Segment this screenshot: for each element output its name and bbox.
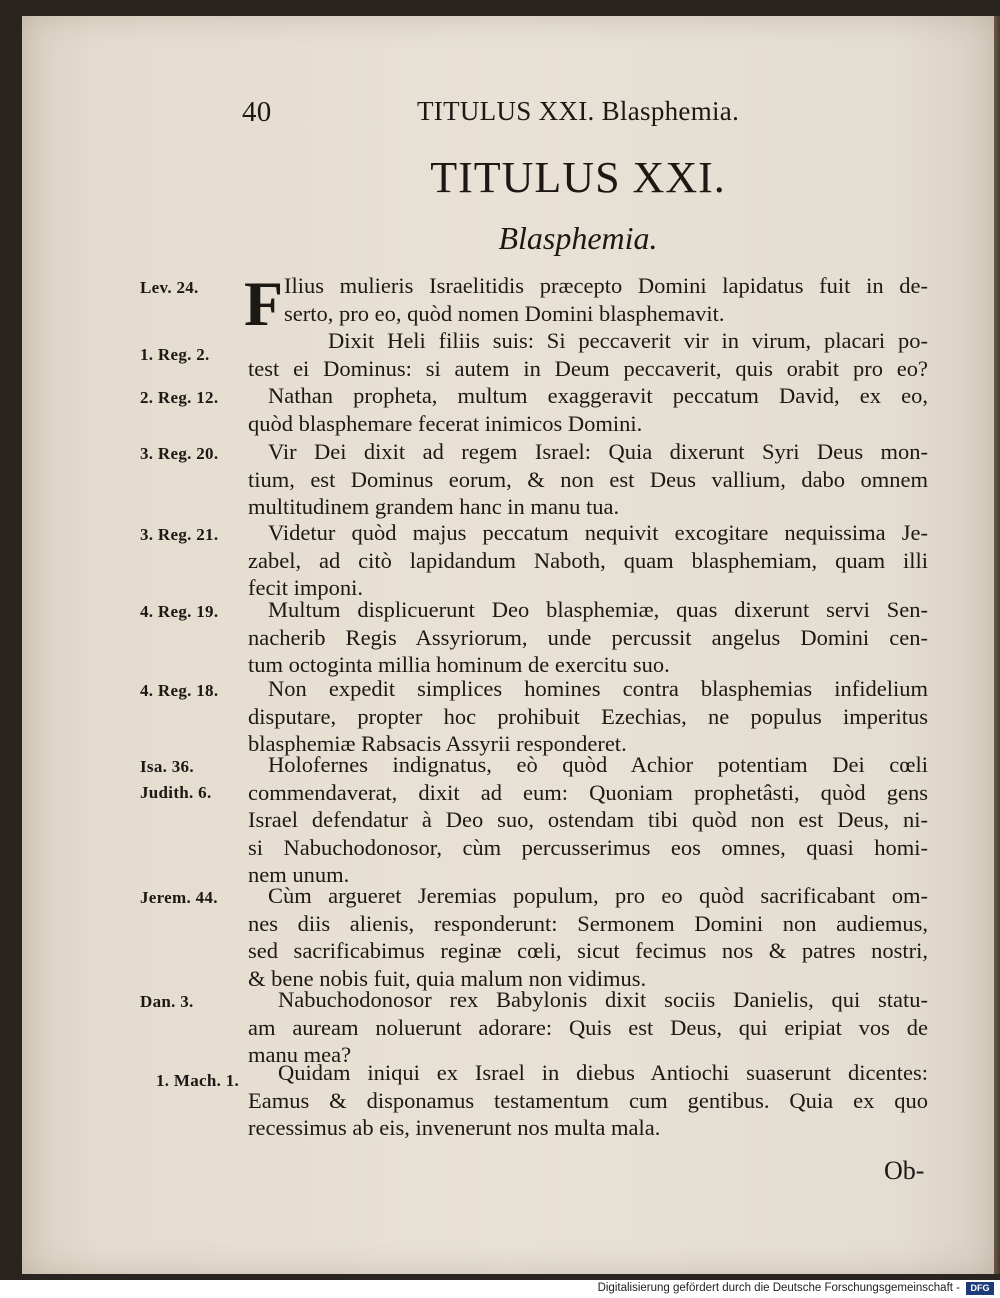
page-edge [994, 16, 1000, 1274]
text-line: disputare, propter hoc prohibuit Ezechias, ne populus imperitus [248, 703, 928, 729]
text-line: quòd blasphemare fecerat inimicos Domini. [248, 410, 643, 436]
text-line: tum octoginta millia hominum de exercitu suo. [248, 652, 670, 677]
margin-reference: 3. Reg. 21. [140, 525, 219, 544]
chapter-subtitle: Blasphemia. [498, 220, 658, 256]
text-line: commendaverat, dixit ad eum: Quoniam prophetâsti, quòd gens [248, 779, 928, 805]
text-line: recessimus ab eis, invenerunt nos multa mala. [248, 1115, 661, 1140]
chapter-title: TITULUS XXI. [430, 153, 726, 202]
margin-reference: Dan. 3. [140, 992, 194, 1011]
text-line: test ei Dominus: si autem in Deum peccaverit, quis orabit pro eo? [248, 355, 928, 381]
margin-reference: 1. Reg. 2. [140, 345, 210, 364]
margin-reference: 4. Reg. 18. [140, 681, 219, 700]
text-line: Nabuchodonosor rex Babylonis dixit sociis Danielis, qui statu- [278, 987, 928, 1012]
entry-text [248, 327, 928, 382]
text-line: Videtur quòd majus peccatum nequivit excogitare nequissima Je- [268, 520, 928, 545]
text-line: Multum displicuerunt Deo blasphemiæ, quas dixerunt servi Sen- [268, 597, 928, 622]
book-page [22, 16, 994, 1274]
text-line: nacherib Regis Assyriorum, unde percussit angelus Domini cen- [248, 624, 928, 650]
text-line: manu mea? [248, 1042, 352, 1067]
text-line: zabel, ad citò lapidandum Naboth, quam blasphemiam, quam illi [248, 547, 928, 573]
margin-reference: 3. Reg. 20. [140, 444, 219, 463]
margin-reference: Lev. 24. [140, 278, 199, 297]
text-line: nes diis alienis, responderunt: Sermonem Domini non audiemus, [248, 910, 928, 936]
entry-text [248, 882, 928, 992]
footer-credit: Digitalisierung gefördert durch die Deutsche Forschungsgemeinschaft - [597, 1282, 960, 1294]
entry-text [248, 519, 928, 602]
text-line: & bene nobis fuit, quia malum non vidimus. [248, 965, 647, 991]
drop-cap: F [244, 268, 284, 339]
text-line: Cùm argueret Jeremias populum, pro eo quòd sacrificabant om- [268, 883, 928, 908]
text-line: nem unum. [248, 862, 350, 887]
text-line: sed sacrificabimus reginæ cœli, sicut fecimus nos & patres nostri, [248, 938, 928, 963]
text-line: Holofernes indignatus, eò quòd Achior potentiam Dei cœli [268, 752, 928, 777]
margin-reference: Isa. 36. [140, 757, 194, 776]
text-line: Non expedit simplices homines contra blasphemias infidelium [268, 676, 928, 701]
entry-text [248, 1059, 928, 1142]
margin-reference: 2. Reg. 12. [140, 388, 219, 407]
text-line: tium, est Dominus eorum, & non est Deus vallium, dabo omnem [248, 466, 928, 492]
entry-text [284, 272, 928, 327]
entry-text [248, 986, 928, 1069]
margin-reference: 4. Reg. 19. [140, 602, 219, 621]
text-line: Quidam iniqui ex Israel in diebus Antiochi suaserunt dicentes: [278, 1060, 928, 1085]
text-line: fecit imponi. [248, 575, 363, 600]
text-line: Ilius mulieris Israelitidis præcepto Domini lapidatus fuit in de- [284, 273, 928, 298]
catchword: Ob- [884, 1156, 925, 1185]
text-line: Nathan propheta, multum exaggeravit peccatum David, ex eo, [268, 383, 928, 408]
margin-reference: Jerem. 44. [140, 888, 218, 907]
entry-text [248, 675, 928, 758]
text-line: blasphemiæ Rabsacis Assyrii responderet. [248, 731, 627, 756]
entry-text [248, 596, 928, 679]
margin-reference: 1. Mach. 1. [156, 1071, 240, 1090]
entry-text [248, 751, 928, 889]
running-title: TITULUS XXI. Blasphemia. [417, 96, 740, 126]
page-number: 40 [242, 96, 272, 128]
text-line: Dixit Heli filiis suis: Si peccaverit vir in virum, placari po- [328, 328, 928, 353]
dfg-logo: DFG [966, 1282, 994, 1295]
entry-text [248, 438, 928, 521]
margin-reference: Judith. 6. [140, 783, 212, 802]
text-line: si Nabuchodonosor, cùm percusserimus eos omnes, quasi homi- [248, 834, 928, 860]
text-line: am auream noluerunt adorare: Quis est Deus, qui eripiat vos de [248, 1014, 928, 1040]
entry-text [248, 382, 928, 437]
text-line: serto, pro eo, quòd nomen Domini blasphemavit. [284, 300, 725, 326]
text-line: Vir Dei dixit ad regem Israel: Quia dixerunt Syri Deus mon- [268, 439, 928, 464]
text-line: Eamus & disponamus testamentum cum gentibus. Quia ex quo [248, 1087, 928, 1113]
text-line: Israel defendatur à Deo suo, ostendam tibi quòd non est Deus, ni- [248, 807, 928, 832]
text-line: multitudinem grandem hanc in manu tua. [248, 494, 620, 519]
